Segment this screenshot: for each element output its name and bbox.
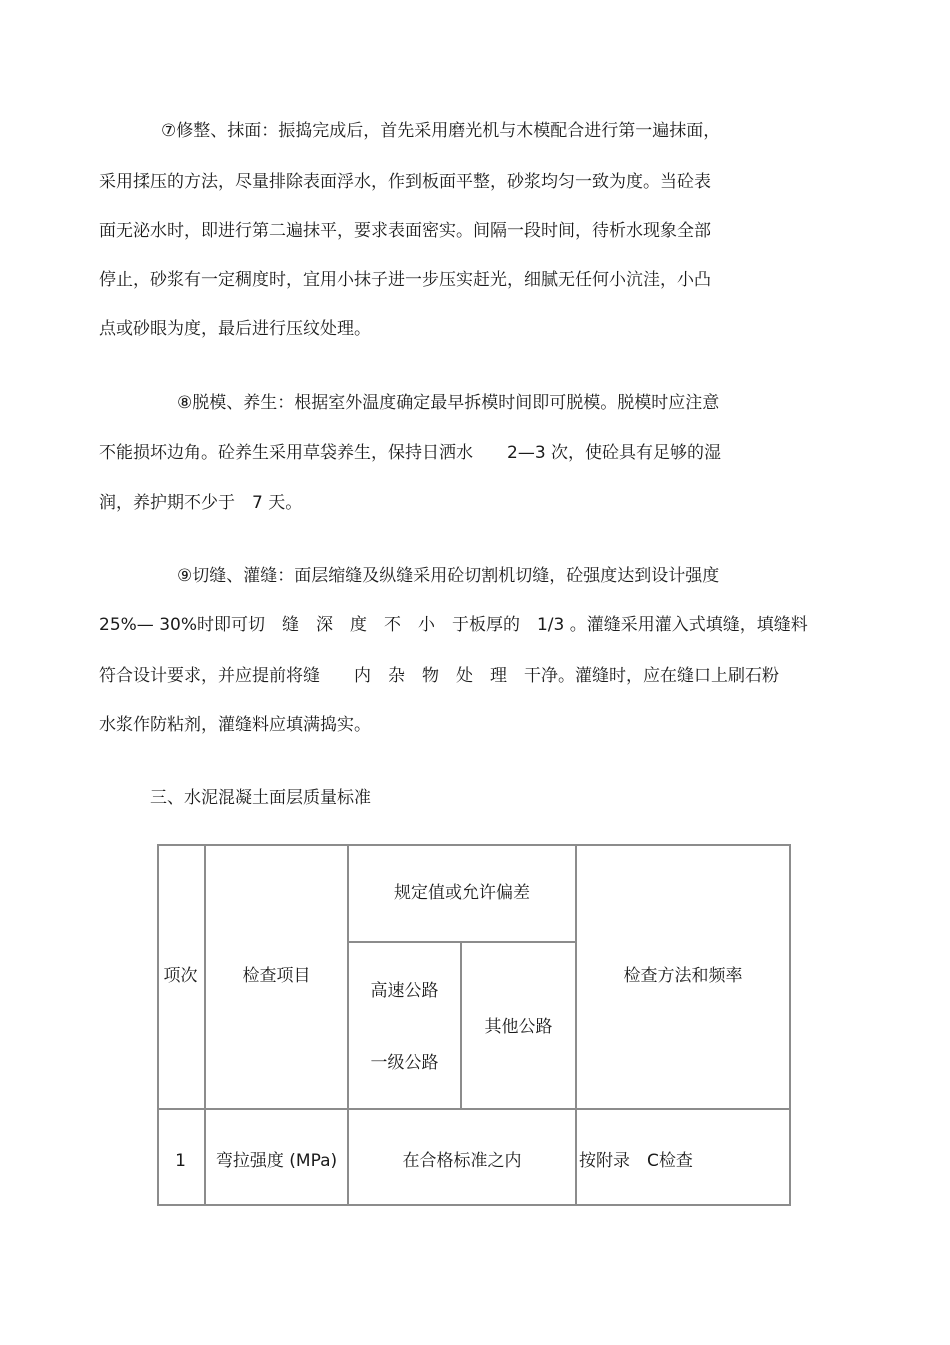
row1-item: 弯拉强度 (MPa) [215,1151,338,1171]
para7-line3: 面无泌水时，即进行第二遍抹平，要求表面密实。间隔一段时间，待析水现象全部 [99,221,711,241]
section-heading: 三、水泥混凝土面层质量标准 [150,788,371,808]
row1-method: 按附录 C检查 [579,1151,693,1171]
para7-line2: 采用揉压的方法，尽量排除表面浮水，作到板面平整，砂浆均匀一致为度。当砼表 [99,172,711,192]
table-border-right [789,844,791,1206]
para9-line4: 水浆作防粘剂，灌缝料应填满捣实。 [99,715,371,735]
table-border-top [157,844,791,846]
para8-line1: ⑧脱模、养生：根据室外温度确定最早拆模时间即可脱模。脱模时应注意 [177,393,720,413]
para7-line4: 停止，砂浆有一定稠度时，宜用小抹子进一步压实赶光，细腻无任何小沆洼，小凸 [99,270,711,290]
header-spec: 规定值或允许偏差 [394,883,530,903]
header-spec-highway-line2: 一级公路 [370,1053,439,1073]
table-divider-spec-header [347,941,577,943]
quality-standard-table [157,844,791,1206]
para7-line1: ⑦修整、抹面：振捣完成后，首先采用磨光机与木模配合进行第一遍抹面， [161,121,721,141]
header-index: 项次 [163,966,198,986]
row1-index: 1 [175,1151,186,1171]
row1-spec: 在合格标准之内 [402,1151,522,1171]
header-spec-highway-line1: 高速公路 [370,981,439,1001]
header-method: 检查方法和频率 [623,966,743,986]
para8-line2: 不能损坏边角。砼养生采用草袋养生，保持日洒水 2—3 次，使砼具有足够的湿 [99,443,722,463]
table-divider-header-body [157,1108,791,1110]
para9-line3: 符合设计要求，并应提前将缝 内 杂 物 处 理 干净。灌缝时，应在缝口上刷石粉 [99,666,779,686]
para9-line2: 25%— 30%时即可切 缝 深 度 不 小 于板厚的 1/3 。灌缝采用灌入式填缝，填缝料 [99,615,808,635]
table-border-bottom [157,1204,791,1206]
para7-line5: 点或砂眼为度，最后进行压纹处理。 [99,319,371,339]
para9-line1: ⑨切缝、灌缝：面层缩缝及纵缝采用砼切割机切缝，砼强度达到设计强度 [177,566,720,586]
para8-line3: 润，养护期不少于 7 天。 [99,493,303,513]
header-item: 检查项目 [242,966,311,986]
header-spec-other: 其他公路 [484,1017,553,1037]
table-divider-method [575,844,577,1206]
